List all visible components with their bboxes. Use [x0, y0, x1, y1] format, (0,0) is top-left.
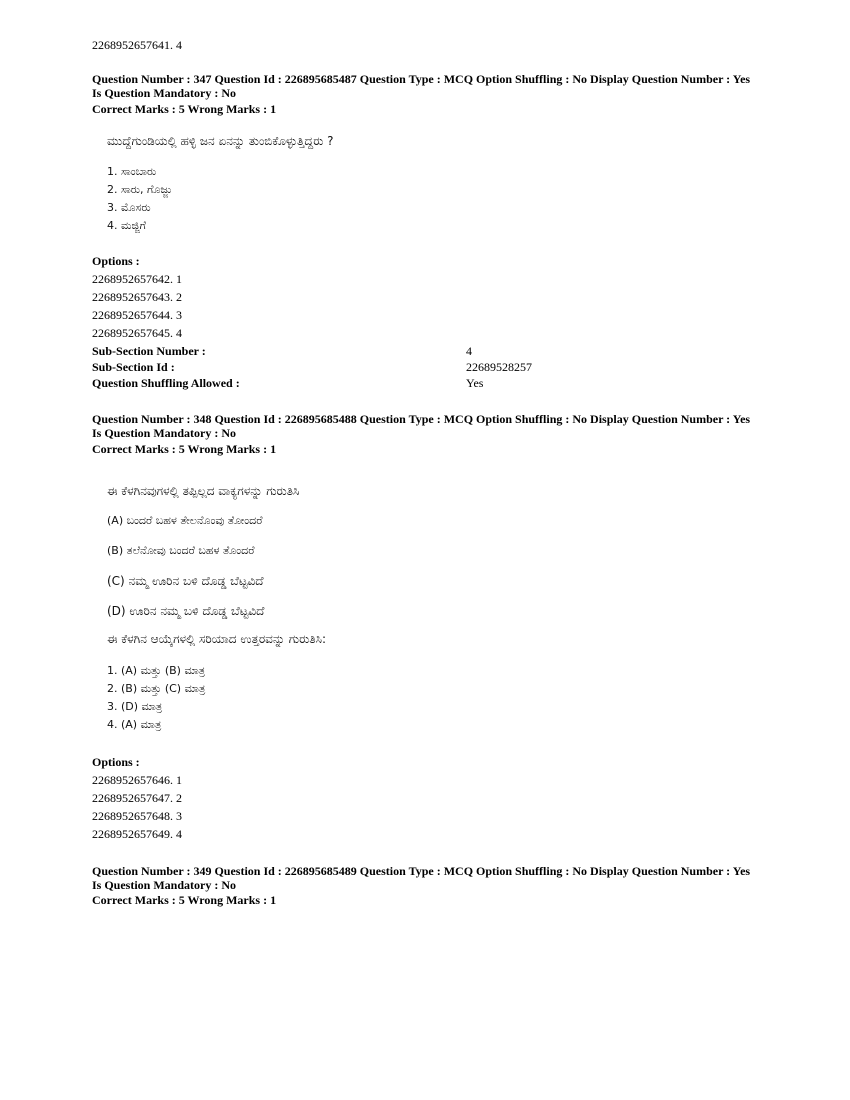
- q348-statement: (D) ಊರಿನ ನಮ್ಮ ಬಳಿ ದೊಡ್ಡ ಬೆಟ್ಟವಿದೆ: [107, 604, 265, 618]
- q348-statement: (B) ತಲೆನೋವು ಬಂದರೆ ಬಹಳ ತೊಂದರೆ: [107, 544, 255, 557]
- q347-question-text: ಮುದ್ದೆಗುಂಡಿಯಲ್ಲಿ ಹಳ್ಳಿ ಜನ ಏನನ್ನು ತುಂಬಿಕೊಳ್ಳುತ್ತಿದ್ದರು ?: [107, 134, 334, 148]
- q348-choice: 3. (D) ಮಾತ್ರ: [107, 700, 163, 713]
- subsection-number-value: 4: [466, 344, 472, 358]
- q348-statement: (C) ನಮ್ಮ ಊರಿನ ಬಳಿ ದೊಡ್ಡ ಬೆಟ್ಟವಿದೆ: [107, 574, 264, 588]
- q349-header: Question Number : 349 Question Id : 226895685489 Question Type : MCQ Option Shuffling : No Display Question Number : Yes Is Question Mandatory : No: [92, 864, 751, 892]
- q347-choice: 2. ಸಾರು, ಗೊಜ್ಜು: [107, 183, 173, 196]
- q348-marks: Correct Marks : 5 Wrong Marks : 1: [92, 442, 277, 456]
- subsection-id-value: 22689528257: [466, 360, 532, 374]
- carryover-option: 2268952657641. 4: [92, 38, 182, 52]
- q348-prompt: ಈ ಕೆಳಗಿನ ಆಯ್ಕೆಗಳಲ್ಲಿ ಸರಿಯಾದ ಉತ್ತರವನ್ನು ಗುರುತಿಸಿ:: [107, 632, 327, 646]
- q347-marks: Correct Marks : 5 Wrong Marks : 1: [92, 102, 277, 116]
- q348-options-label: Options :: [92, 755, 140, 769]
- q348-option: 2268952657649. 4: [92, 827, 182, 841]
- q348-choice-list: [107, 662, 205, 734]
- subsection-id-label: Sub-Section Id :: [92, 360, 175, 374]
- q348-header: Question Number : 348 Question Id : 226895685488 Question Type : MCQ Option Shuffling : No Display Question Number : Yes Is Question Mandatory : No: [92, 412, 751, 440]
- q348-choice: 2. (B) ಮತ್ತು (C) ಮಾತ್ರ: [107, 682, 206, 695]
- q347-option: 2268952657644. 3: [92, 308, 182, 322]
- q347-option: 2268952657643. 2: [92, 290, 182, 304]
- q348-options-list: [92, 771, 182, 843]
- question-shuffling-value: Yes: [466, 376, 484, 390]
- q348-option: 2268952657647. 2: [92, 791, 182, 805]
- q347-options-label: Options :: [92, 254, 140, 268]
- q347-choice: 4. ಮಜ್ಜಿಗೆ: [107, 219, 146, 232]
- q347-options-list: [92, 270, 182, 342]
- q349-marks: Correct Marks : 5 Wrong Marks : 1: [92, 893, 277, 907]
- q347-choice: 3. ಮೊಸರು: [107, 201, 151, 214]
- q347-option: 2268952657642. 1: [92, 272, 182, 286]
- q348-choice: 1. (A) ಮತ್ತು (B) ಮಾತ್ರ: [107, 664, 206, 677]
- subsection-number-label: Sub-Section Number :: [92, 344, 206, 358]
- q347-choice: 1. ಸಾಂಬಾರು: [107, 165, 157, 178]
- q348-choice: 4. (A) ಮಾತ್ರ: [107, 718, 162, 731]
- q347-header: Question Number : 347 Question Id : 226895685487 Question Type : MCQ Option Shuffling : No Display Question Number : Yes Is Question Mandatory : No: [92, 72, 751, 100]
- q348-option: 2268952657648. 3: [92, 809, 182, 823]
- q348-statement: (A) ಬಂದರೆ ಬಹಳ ತೇಲನೊಂವು ತೋಂದರೆ: [107, 514, 263, 527]
- q347-option: 2268952657645. 4: [92, 326, 182, 340]
- q348-option: 2268952657646. 1: [92, 773, 182, 787]
- question-shuffling-label: Question Shuffling Allowed :: [92, 376, 240, 390]
- q347-choice-list: [107, 163, 172, 235]
- q348-intro: ಈ ಕೆಳಗಿನವುಗಳಲ್ಲಿ ತಪ್ಪಿಲ್ಲದ ವಾಕ್ಯಗಳನ್ನು ಗುರುತಿಸಿ: [107, 484, 300, 498]
